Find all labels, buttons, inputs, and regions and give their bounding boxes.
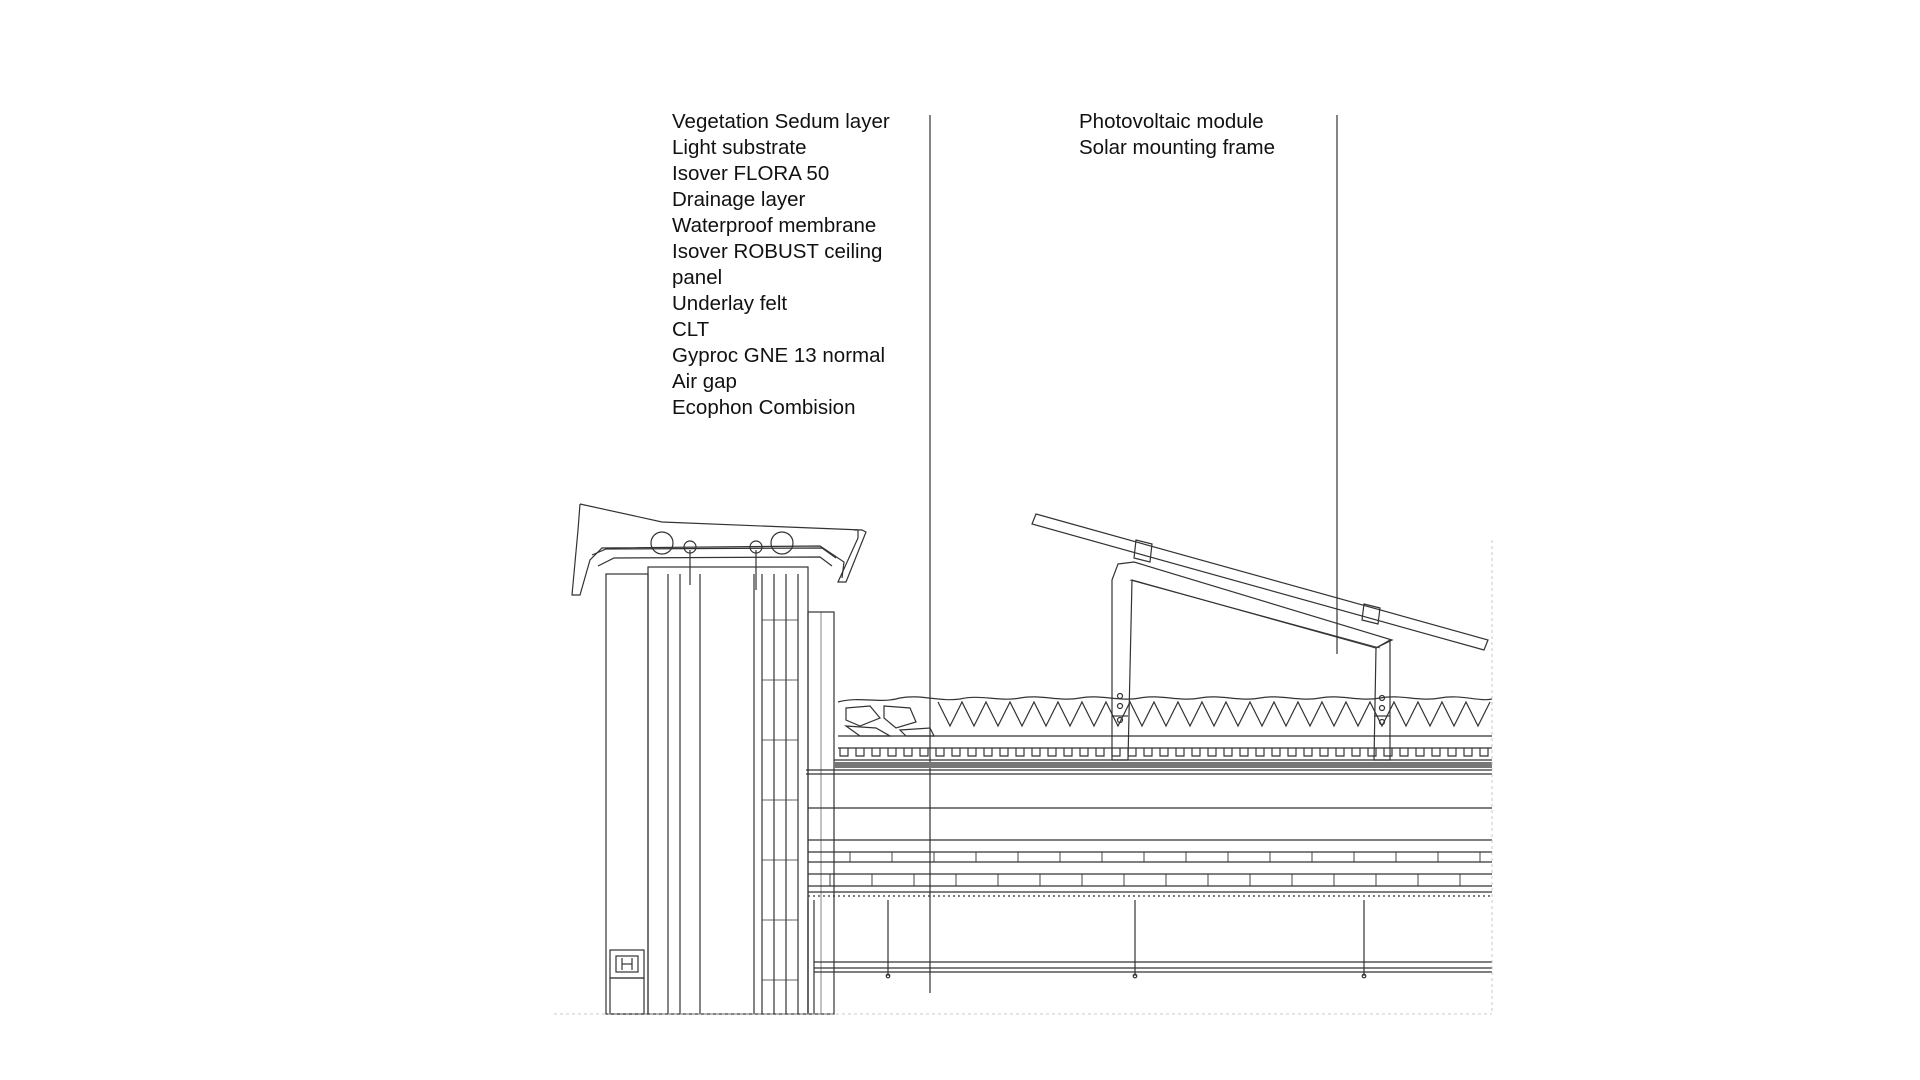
roof-layer-label: Light substrate: [672, 136, 807, 159]
roof-layer-label: Ecophon Combision: [672, 396, 856, 419]
roof-layer-label: Waterproof membrane: [672, 214, 877, 237]
parapet-cap: [572, 504, 866, 595]
vegetation-layer: [838, 697, 1492, 736]
roof-layer-label: Underlay felt: [672, 292, 788, 315]
parapet-wall: [606, 567, 834, 1014]
roof-layer-label: Drainage layer: [672, 188, 806, 211]
roof-layer-label: Gyproc GNE 13 normal: [672, 344, 886, 367]
solar-layer-label: Solar mounting frame: [1079, 136, 1275, 159]
roof-layer-label: panel: [672, 266, 723, 289]
ceiling-system: [808, 900, 1492, 1014]
roof-layer-label: Air gap: [672, 370, 737, 393]
roof-layer-label: Vegetation Sedum layer: [672, 110, 890, 133]
roof-layer-label: CLT: [672, 318, 710, 341]
roof-layer-label: Isover FLORA 50: [672, 162, 830, 185]
solar-layer-label: Photovoltaic module: [1079, 110, 1264, 133]
roof-layer-label: Isover ROBUST ceiling: [672, 240, 883, 263]
drainage-layers: [806, 736, 1492, 774]
section-break-lines: [554, 540, 1492, 1014]
insulation-and-clt: [808, 808, 1492, 896]
